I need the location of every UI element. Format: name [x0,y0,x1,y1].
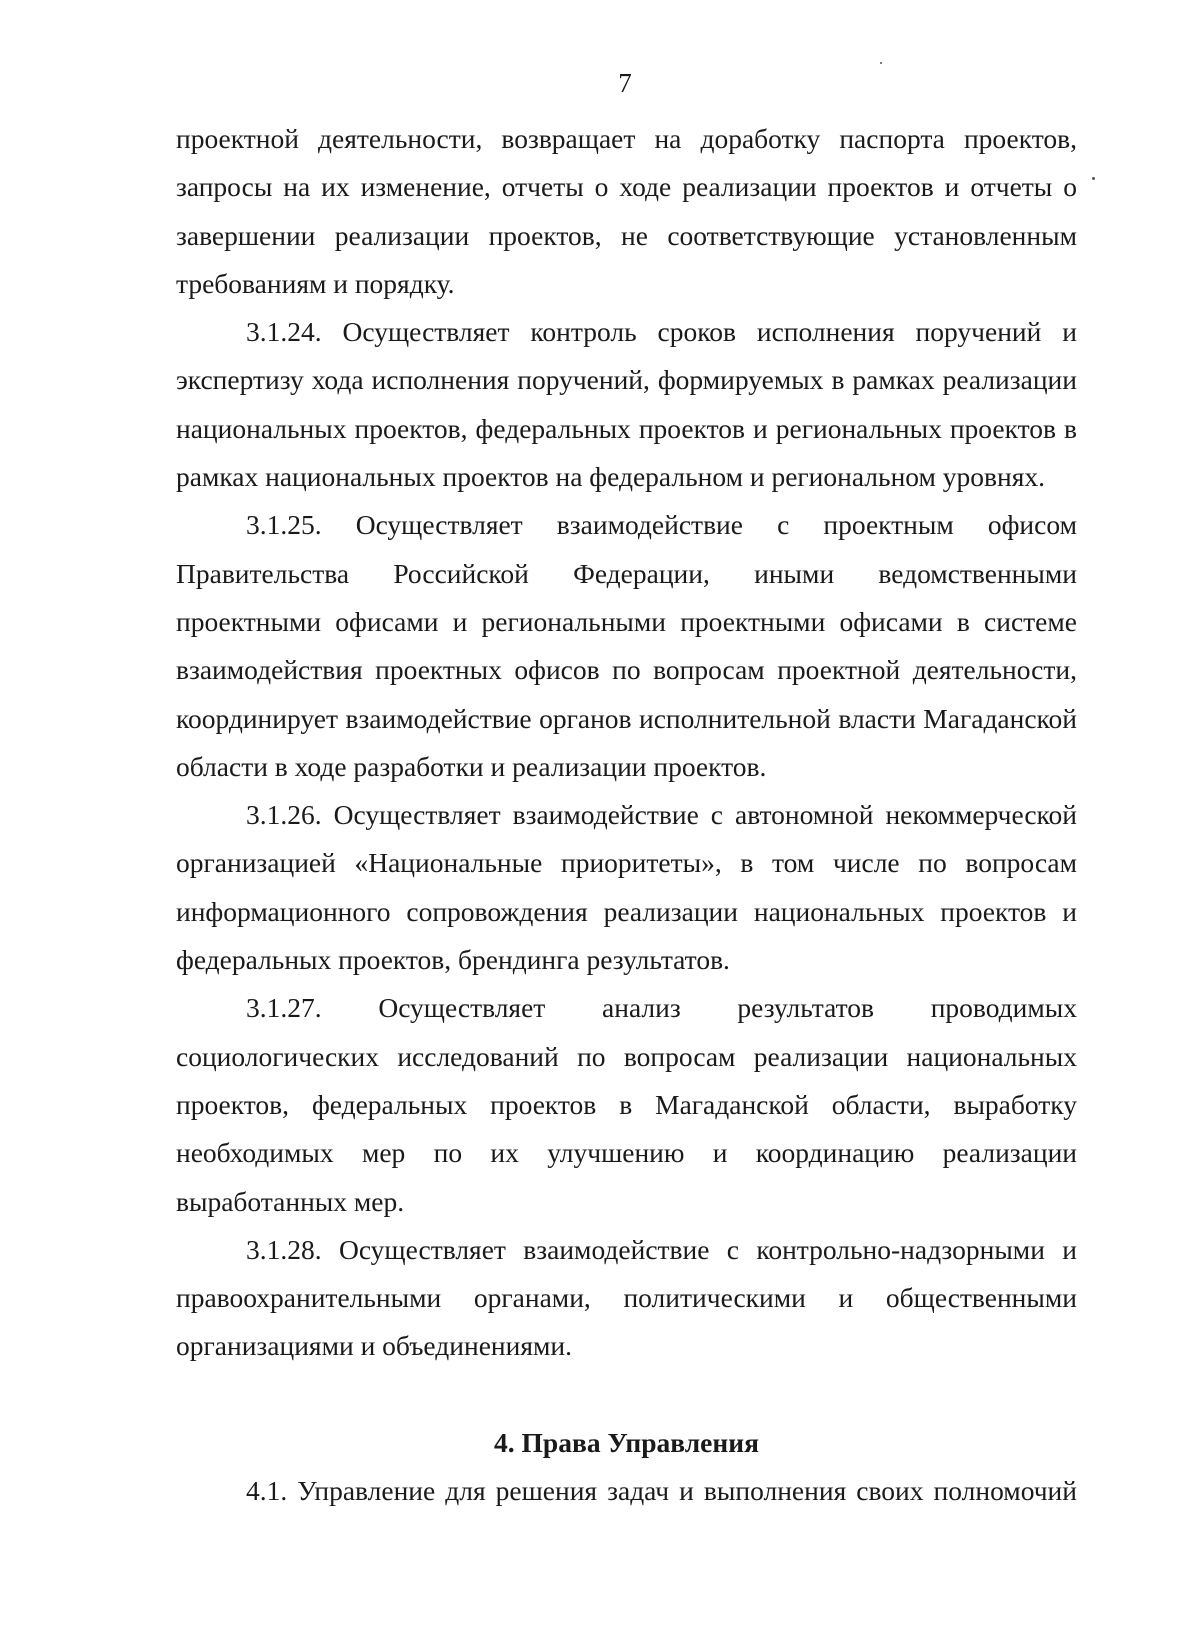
paragraph-continuation: проектной деятельности, возвращает на доработку паспорта проектов, запросы на их изменение, отчеты о ходе реализации проектов и отчеты о завершении реализации проектов, не соответствующие установленным требованиям и порядку. [176,123,1077,299]
scan-speck [880,62,882,64]
scan-speck [1092,177,1095,180]
paragraph-4-1: 4.1. Управление для решения задач и выполнения своих полномочий [246,1475,1077,1507]
paragraph-3-1-26: 3.1.26. Осуществляет взаимодействие с автономной некоммерческой организацией «Национальные приоритеты», в том числе по вопросам информационного сопровождения реализации национальных проектов и федеральных проектов, брендинга результатов. [176,799,1077,976]
section-heading: 4. Права Управления [494,1426,759,1458]
page-number: 7 [618,68,632,98]
paragraph-3-1-27: 3.1.27. Осуществляет анализ результатов проводимых социологических исследований по вопросам реализации национальных проектов, федеральных проектов в Магаданской области, выработку необходимых мер по их улучшению и координацию реализации выработанных мер. [176,992,1077,1217]
document-body [176,115,1077,1515]
paragraph-3-1-28: 3.1.28. Осуществляет взаимодействие с контрольно-надзорными и правоохранительными органами, политическими и общественными организациями и объединениями. [176,1233,1077,1362]
paragraph-3-1-24: 3.1.24. Осуществляет контроль сроков исполнения поручений и экспертизу хода исполнения поручений, формируемых в рамках реализации национальных проектов, федеральных проектов и региональных проектов в рамках национальных проектов на федеральном и региональном уровнях. [176,316,1077,493]
paragraph-3-1-25: 3.1.25. Осуществляет взаимодействие с проектным офисом Правительства Российской Федерации, иными ведомственными проектными офисами и региональными проектными офисами в системе взаимодействия проектных офисов по вопросам проектной деятельности, координирует взаимодействие органов исполнительной власти Магаданской области в ходе разработки и реализации проектов. [176,509,1077,782]
